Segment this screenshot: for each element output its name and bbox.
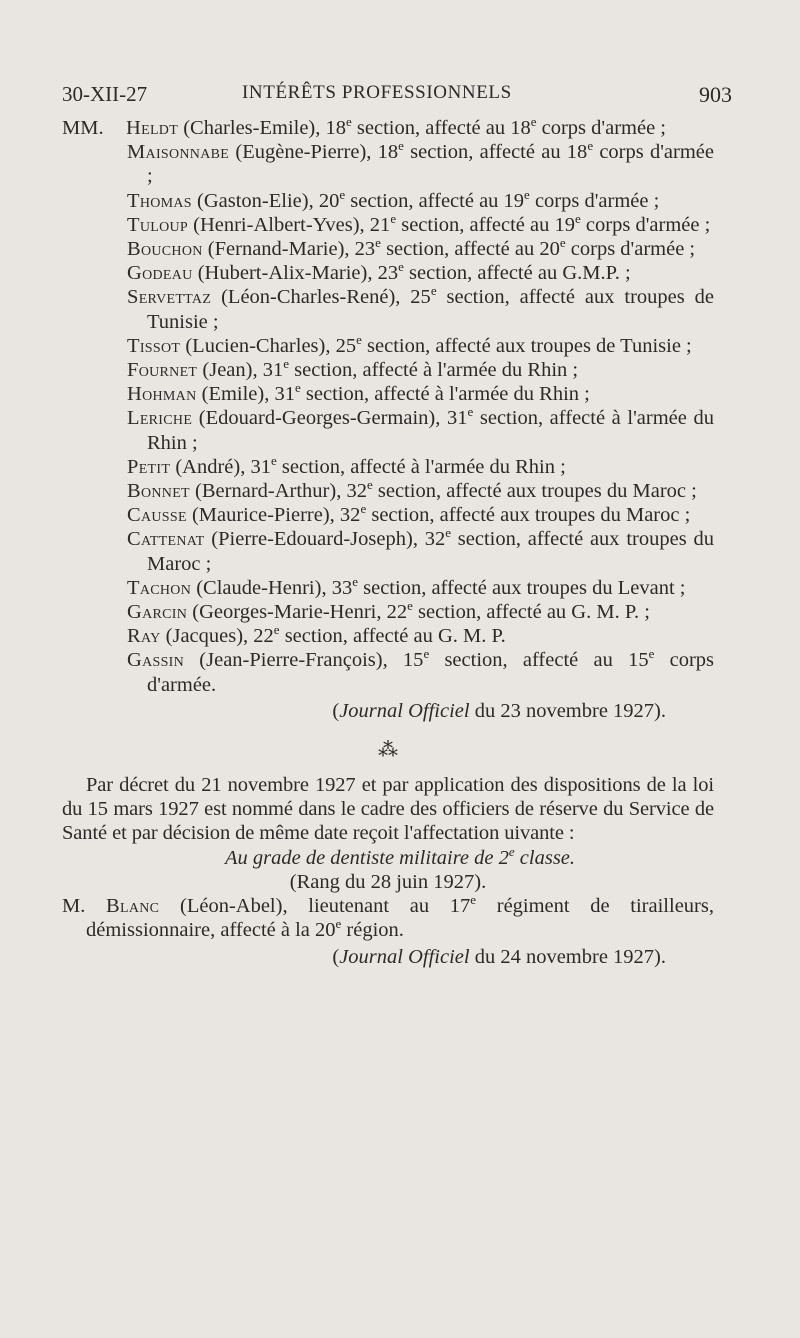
person-name: Bouchon — [127, 238, 203, 261]
person-details: (Jean-Pierre-François), 15e section, affecté au 15e corps d'armée. — [147, 646, 714, 696]
person-name: Heldt — [126, 117, 179, 139]
list-item — [62, 600, 714, 624]
list-item — [62, 452, 714, 479]
list-item — [62, 210, 714, 237]
person-name: Petit — [127, 455, 171, 478]
person-name: Tissot — [127, 334, 181, 357]
list-item — [62, 358, 714, 382]
list-prefix: MM. — [62, 117, 104, 139]
grade-heading: Au grade de dentiste militaire de 2e classe. — [224, 843, 576, 869]
person-name: Hohman — [127, 383, 197, 406]
person-details: (Fernand-Marie), 23e section, affecté au 20e corps d'armée ; — [202, 235, 696, 261]
person-details: (Edouard-Georges-Germain), 31e section, affecté à l'armée du Rhin ; — [147, 404, 714, 454]
person-name: Leriche — [127, 407, 193, 430]
appointment-list — [62, 116, 714, 697]
list-item — [62, 186, 714, 213]
person-details: (Emile), 31e section, affecté à l'armée du Rhin ; — [196, 380, 590, 406]
person-details: (Bernard-Arthur), 32e section, affecté aux troupes du Maroc ; — [189, 477, 697, 503]
person-name: Garcin — [127, 601, 188, 624]
appointee-name: Blanc — [106, 895, 160, 918]
person-name: Tachon — [127, 576, 192, 599]
person-name: Gassin — [127, 649, 185, 672]
list-item — [62, 237, 714, 261]
person-name: Bonnet — [127, 480, 190, 503]
source-citation-2: (Journal Officiel du 24 novembre 1927). — [332, 945, 666, 968]
person-details: (Jacques), 22e section, affecté au G. M. P. — [160, 622, 506, 648]
person-name: Fournet — [127, 359, 198, 382]
person-name: Maisonnabe — [127, 141, 230, 164]
header-date: 30-XII-27 — [62, 82, 148, 106]
appointee-entry: M. Blanc (Léon-Abel), lieutenant au 17e régiment de tirailleurs, démissionnaire, affecté à la 20e région. — [62, 892, 714, 942]
journal-title: Journal Officiel — [339, 699, 470, 722]
page-body — [62, 116, 714, 969]
person-name: Godeau — [127, 262, 193, 285]
person-name: Ray — [127, 625, 161, 648]
person-details: (Eugène-Pierre), 18e section, affecté au 18e corps d'armée ; — [147, 138, 714, 188]
list-item — [62, 503, 714, 527]
person-details: (Jean), 31e section, affecté à l'armée du Rhin ; — [197, 356, 579, 382]
person-details: (André), 31e section, affecté à l'armée du Rhin ; — [170, 452, 566, 478]
person-details: (Maurice-Pierre), 32e section, affecté aux troupes du Maroc ; — [186, 501, 691, 527]
list-item — [62, 648, 714, 696]
person-details: (Lucien-Charles), 25e section, affecté aux troupes de Tunisie ; — [180, 331, 692, 357]
list-item — [62, 406, 714, 454]
list-item — [62, 285, 714, 333]
header-title: INTÉRÊTS PROFESSIONNELS — [242, 82, 512, 103]
list-item — [62, 331, 714, 358]
person-name: Causse — [127, 504, 187, 527]
person-details: (Pierre-Edouard-Joseph), 32e section, affecté aux troupes du Maroc ; — [147, 525, 714, 575]
person-details: (Gaston-Elie), 20e section, affecté au 19e corps d'armée ; — [191, 186, 660, 212]
list-item — [62, 140, 714, 188]
list-item — [62, 624, 714, 648]
rank-date: (Rang du 28 juin 1927). — [289, 870, 487, 893]
person-name: Cattenat — [127, 528, 205, 551]
list-item — [62, 382, 714, 406]
list-item — [62, 479, 714, 503]
list-item — [62, 261, 714, 285]
list-item — [62, 527, 714, 575]
person-details: (Claude-Henri), 33e section, affecté aux troupes du Levant ; — [191, 573, 686, 599]
list-item — [62, 116, 714, 140]
person-details: (Léon-Charles-René), 25e section, affecté aux troupes de Tunisie ; — [147, 283, 714, 333]
person-name: Thomas — [127, 189, 192, 212]
running-header — [62, 82, 732, 114]
person-details: (Charles-Emile), 18e section, affecté au 18e corps d'armée ; — [178, 114, 666, 139]
list-item — [62, 573, 714, 600]
person-details: (Henri-Albert-Yves), 21e section, affecté au 19e corps d'armée ; — [188, 210, 711, 236]
journal-title-2: Journal Officiel — [339, 945, 470, 968]
section-separator: ⁂ — [378, 739, 398, 762]
decree-paragraph: Par décret du 21 novembre 1927 et par application des dispositions de la loi du 15 mars 1927 est nommé dans le cadre des officiers de réserve du Service de Santé et par décision de même date reçoit l'affectation uivante : — [62, 774, 714, 845]
person-details: (Georges-Marie-Henri, 22e section, affecté au G. M. P. ; — [187, 598, 650, 624]
source-citation: (Journal Officiel du 23 novembre 1927). — [332, 699, 666, 722]
page-number: 903 — [699, 82, 732, 107]
person-details: (Hubert-Alix-Marie), 23e section, affecté au G.M.P. ; — [192, 259, 631, 285]
person-name: Tuloup — [127, 213, 188, 236]
person-name: Servettaz — [127, 286, 212, 309]
